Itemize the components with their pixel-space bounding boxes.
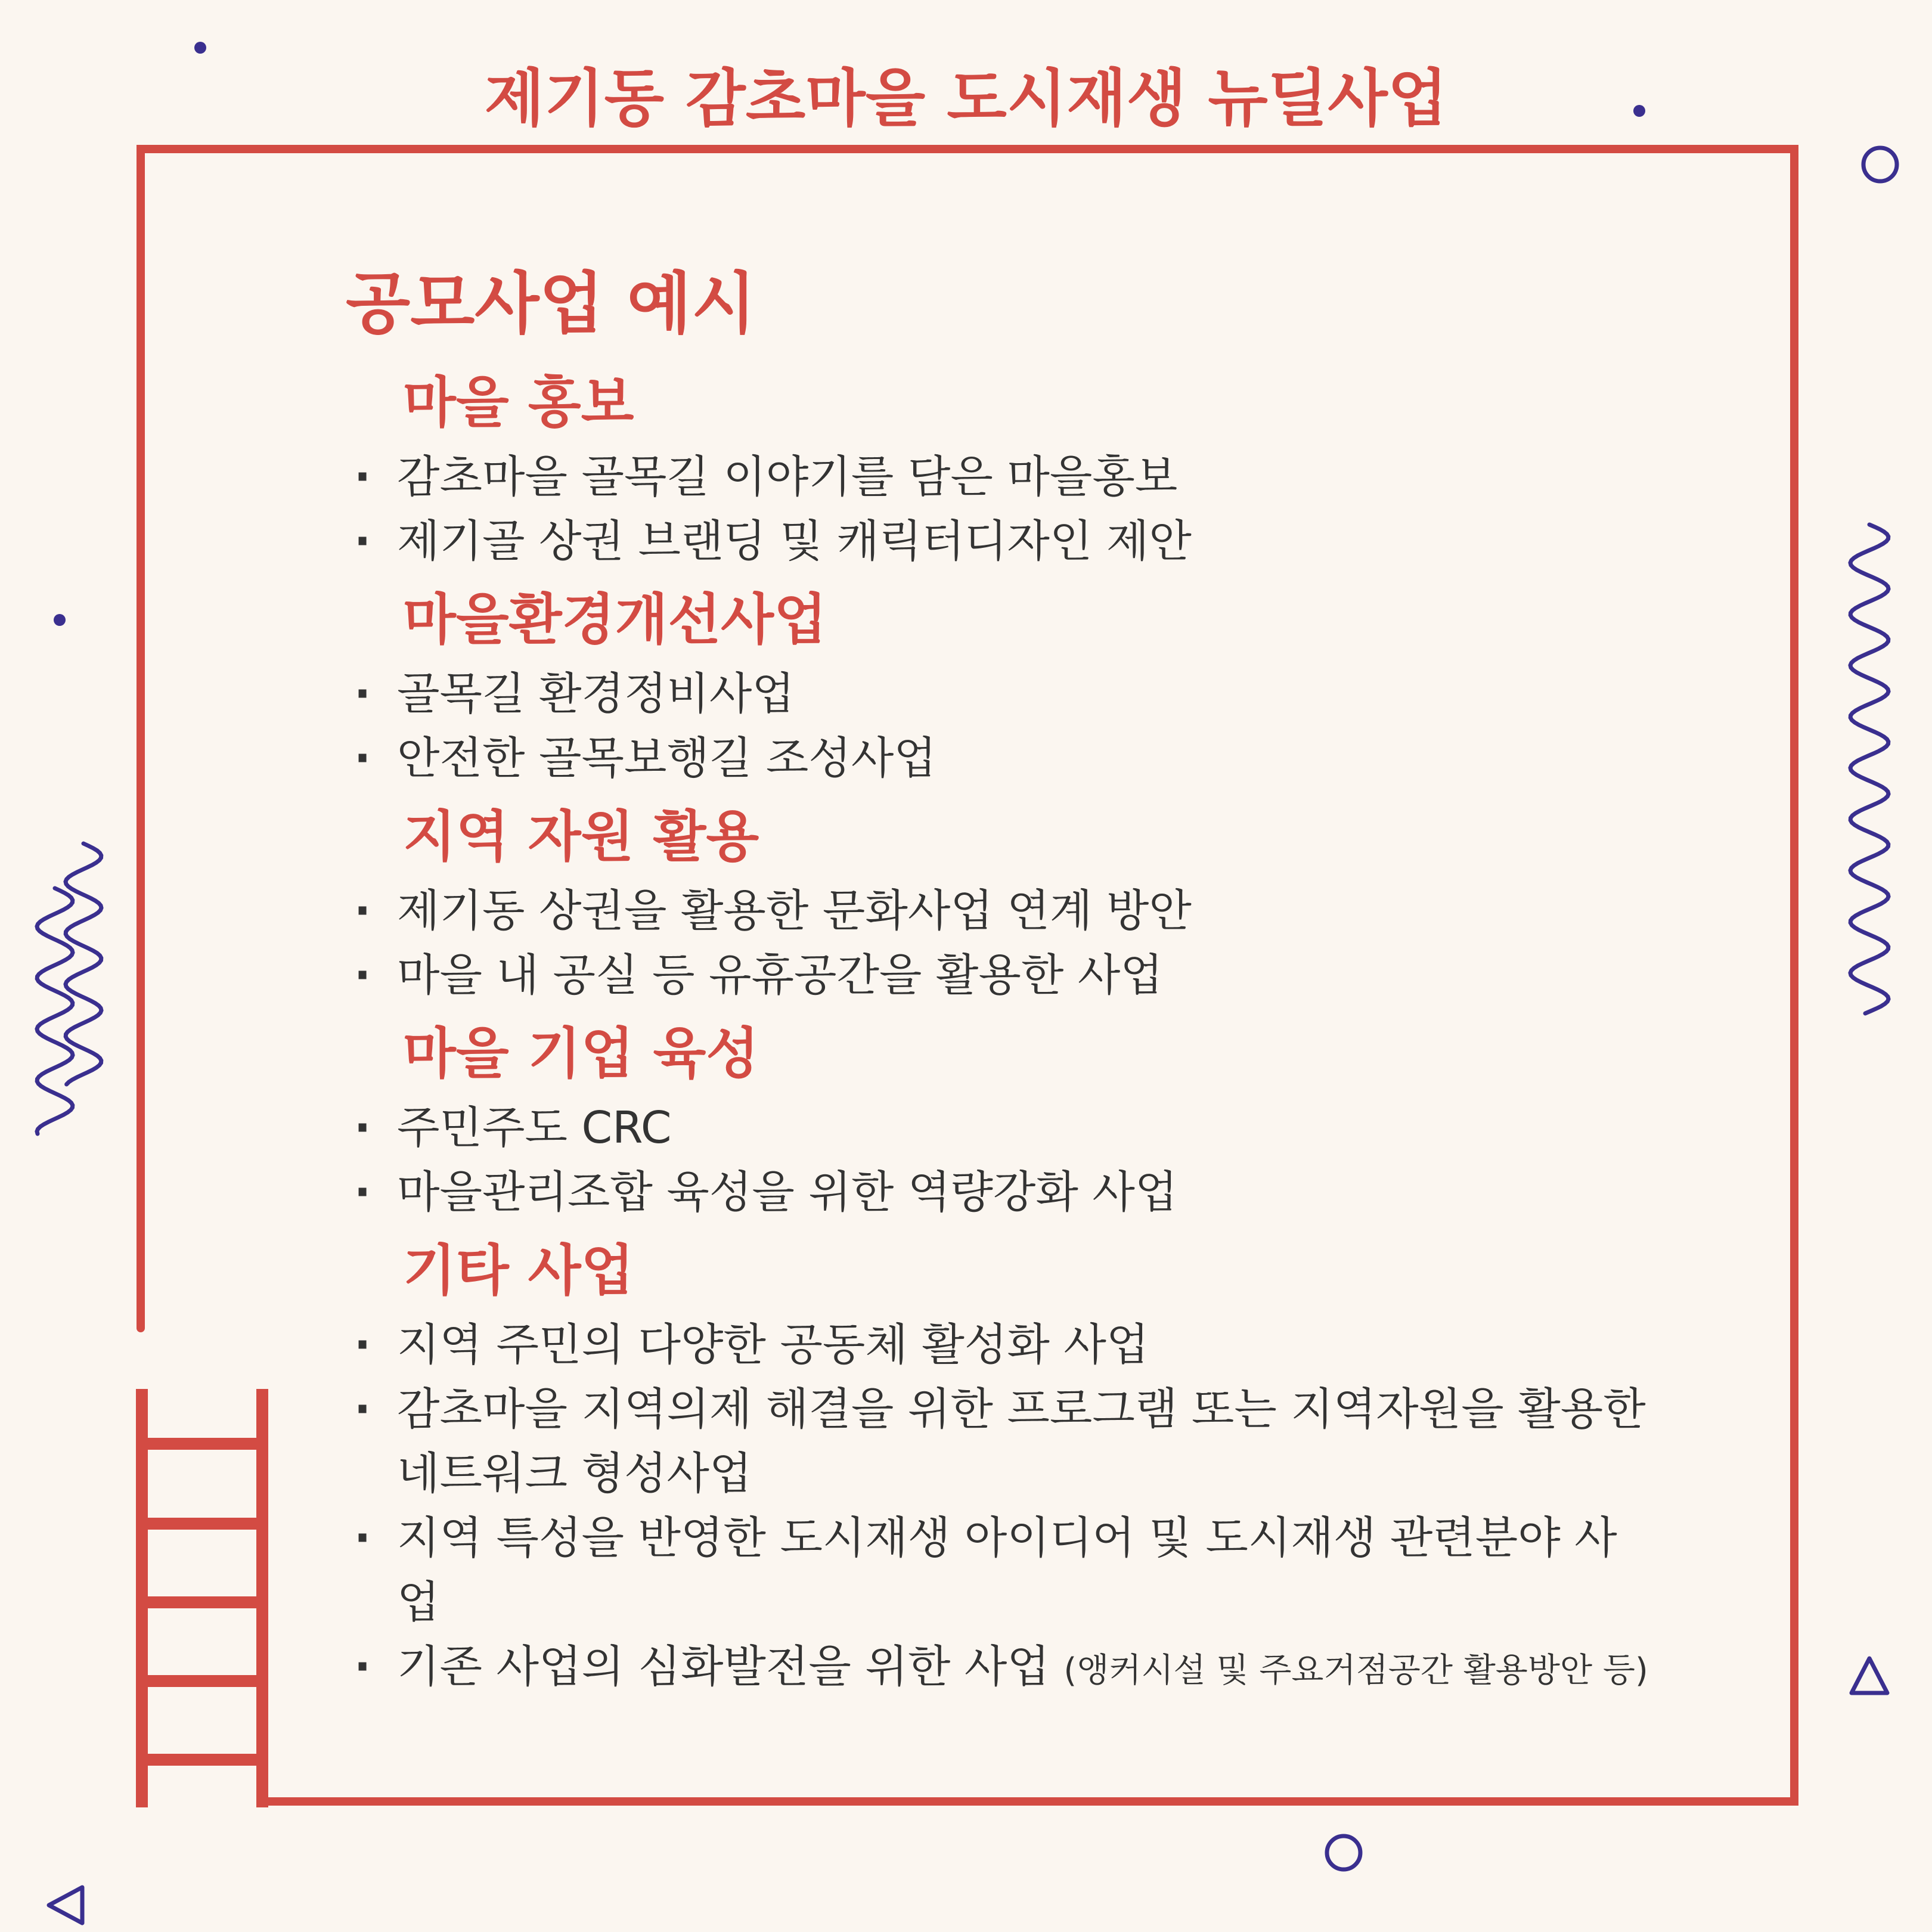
section-title: 마을환경개선사업 xyxy=(403,588,827,652)
list-item: · 지역 주민의 다양한 공동체 활성화 사업 xyxy=(346,1313,1657,1377)
dot-decoration xyxy=(194,42,206,54)
section-village-promotion xyxy=(346,370,1657,573)
list-item-continuation: 네트워크 형성사업 xyxy=(397,1448,752,1499)
section-village-enterprise xyxy=(346,1021,1657,1224)
page-title: 제기동 감초마을 도시재생 뉴딜사업 xyxy=(484,62,1448,135)
triangle-outline-decoration xyxy=(1852,1658,1887,1693)
circle-outline-decoration xyxy=(1327,1836,1360,1869)
list-item: · 지역 특성을 반영한 도시재생 아이디어 및 도시재생 관련분야 사업 xyxy=(346,1506,1657,1635)
squiggle-decoration xyxy=(66,843,101,1084)
list-item: · 마을관리조합 육성을 위한 역량강화 사업 xyxy=(346,1160,1657,1224)
squiggle-decoration xyxy=(37,888,73,1134)
list-item xyxy=(346,1377,1657,1506)
ladder-graphic xyxy=(142,1389,262,1807)
list-item: · 제기동 상권을 활용한 문화사업 연계 방안 xyxy=(346,879,1657,943)
list-item: · 마을 내 공실 등 유휴공간을 활용한 사업 xyxy=(346,943,1657,1007)
list-item: · 안전한 골목보행길 조성사업 xyxy=(346,726,1657,790)
circle-outline-decoration xyxy=(1863,148,1897,181)
dot-decoration xyxy=(54,614,66,626)
squiggle-decoration xyxy=(1850,525,1888,1013)
section-title: 마을 기업 육성 xyxy=(403,1022,759,1086)
content-area xyxy=(346,262,1657,1716)
list-item: · 제기골 상권 브랜딩 및 캐릭터디자인 제안 xyxy=(346,509,1657,573)
list-item xyxy=(346,1635,1657,1703)
section-title: 지역 자원 활용 xyxy=(403,805,759,869)
section-other-projects xyxy=(346,1238,1657,1703)
section-local-resources xyxy=(346,804,1657,1007)
list-item: · 골목길 환경정비사업 xyxy=(346,662,1657,726)
section-environment-improvement xyxy=(346,587,1657,790)
section-heading: 공모사업 예시 xyxy=(346,265,756,343)
list-item: · 주민주도 CRC xyxy=(346,1096,1657,1160)
list-item-text: 감초마을 지역의제 해결을 위한 프로그램 또는 지역자원을 활용한 xyxy=(397,1384,1646,1435)
list-item: · 감초마을 골목길 이야기를 담은 마을홍보 xyxy=(346,445,1657,509)
section-title: 마을 홍보 xyxy=(403,371,634,435)
section-title: 기타 사업 xyxy=(403,1239,634,1303)
list-item-note: (앵커시설 및 주요거점공간 활용방안 등) xyxy=(1063,1651,1648,1690)
list-item-text: 기존 사업의 심화발전을 위한 사업 xyxy=(397,1641,1050,1692)
triangle-outline-decoration xyxy=(49,1887,82,1923)
